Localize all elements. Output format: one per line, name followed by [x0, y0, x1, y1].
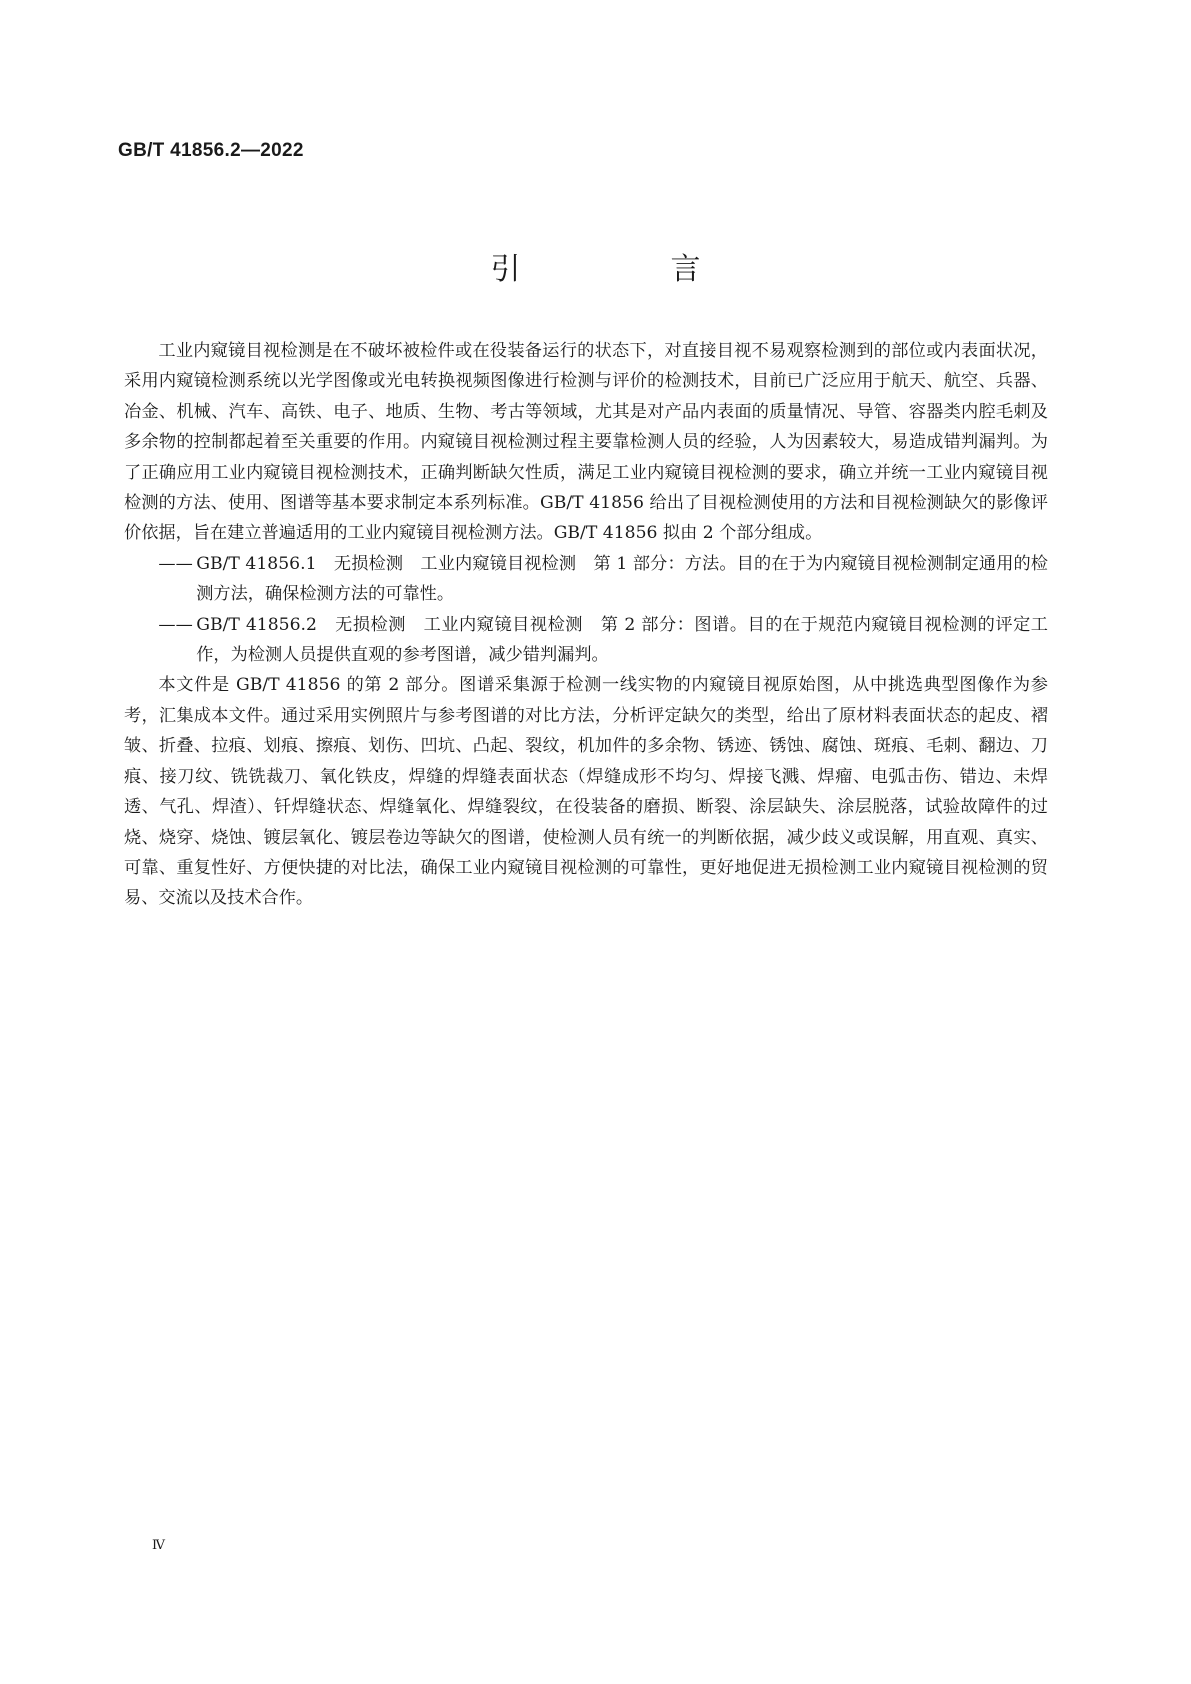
dash-marker: ——	[158, 553, 193, 574]
intro-paragraph: 工业内窥镜目视检测是在不破坏被检件或在役装备运行的状态下，对直接目视不易观察检测到的部位或内表面状况，采用内窥镜检测系统以光学图像或光电转换视频图像进行检测与评价的检测技术，目前已广泛应用于航天、航空、兵器、冶金、机械、汽车、高铁、电子、地质、生物、考古等领域，尤其是对产品内表面的质量情况、导管、容器类内腔毛刺及多余物的控制都起着至关重要的作用。内窥镜目视检测过程主要靠检测人员的经验，人为因素较大，易造成错判漏判。为了正确应用工业内窥镜目视检测技术，正确判断缺欠性质，满足工业内窥镜目视检测的要求，确立并统一工业内窥镜目视检测的方法、使用、图谱等基本要求制定本系列标准。GB/T 41856 给出了目视检测使用的方法和目视检测缺欠的影像评价依据，旨在建立普遍适用的工业内窥镜目视检测方法。GB/T 41856 拟由 2 个部分组成。	[124, 341, 1048, 544]
scope-paragraph: 本文件是 GB/T 41856 的第 2 部分。图谱采集源于检测一线实物的内窥镜目视原始图，从中挑选典型图像作为参考，汇集成本文件。通过采用实例照片与参考图谱的对比方法，分析评定缺欠的类型，给出了原材料表面状态的起皮、褶皱、折叠、拉痕、划痕、擦痕、划伤、凹坑、凸起、裂纹，机加件的多余物、锈迹、锈蚀、腐蚀、斑痕、毛刺、翻边、刀痕、接刀纹、铣铣裁刀、氧化铁皮，焊缝的焊缝表面状态（焊缝成形不均匀、焊接飞溅、焊瘤、电弧击伤、错边、未焊透、气孔、焊渣）、钎焊缝状态、焊缝氧化、焊缝裂纹，在役装备的磨损、断裂、涂层缺失、涂层脱落，试验故障件的过烧、烧穿、烧蚀、镀层氧化、镀层卷边等缺欠的图谱，使检测人员有统一的判断依据，减少歧义或误解，用直观、真实、可靠、重复性好、方便快捷的对比法，确保工业内窥镜目视检测的可靠性，更好地促进无损检测工业内窥镜目视检测的贸易、交流以及技术合作。	[124, 675, 1048, 909]
standard-number: GB/T 41856.2—2022	[118, 140, 304, 161]
page-number: Ⅳ	[152, 1538, 165, 1553]
dash-marker: ——	[158, 614, 193, 635]
list-item-part-2	[124, 610, 1048, 671]
page-title: 引 言	[490, 252, 761, 287]
list-item-part-1	[124, 549, 1048, 610]
body-text	[124, 336, 1048, 914]
list-item-text: GB/T 41856.1 无损检测 工业内窥镜目视检测 第 1 部分：方法。目的在于为内窥镜目视检测制定通用的检测方法，确保检测方法的可靠性。	[196, 553, 1048, 605]
list-item-text: GB/T 41856.2 无损检测 工业内窥镜目视检测 第 2 部分：图谱。目的在于规范内窥镜目视检测的评定工作，为检测人员提供直观的参考图谱，减少错判漏判。	[196, 614, 1048, 666]
